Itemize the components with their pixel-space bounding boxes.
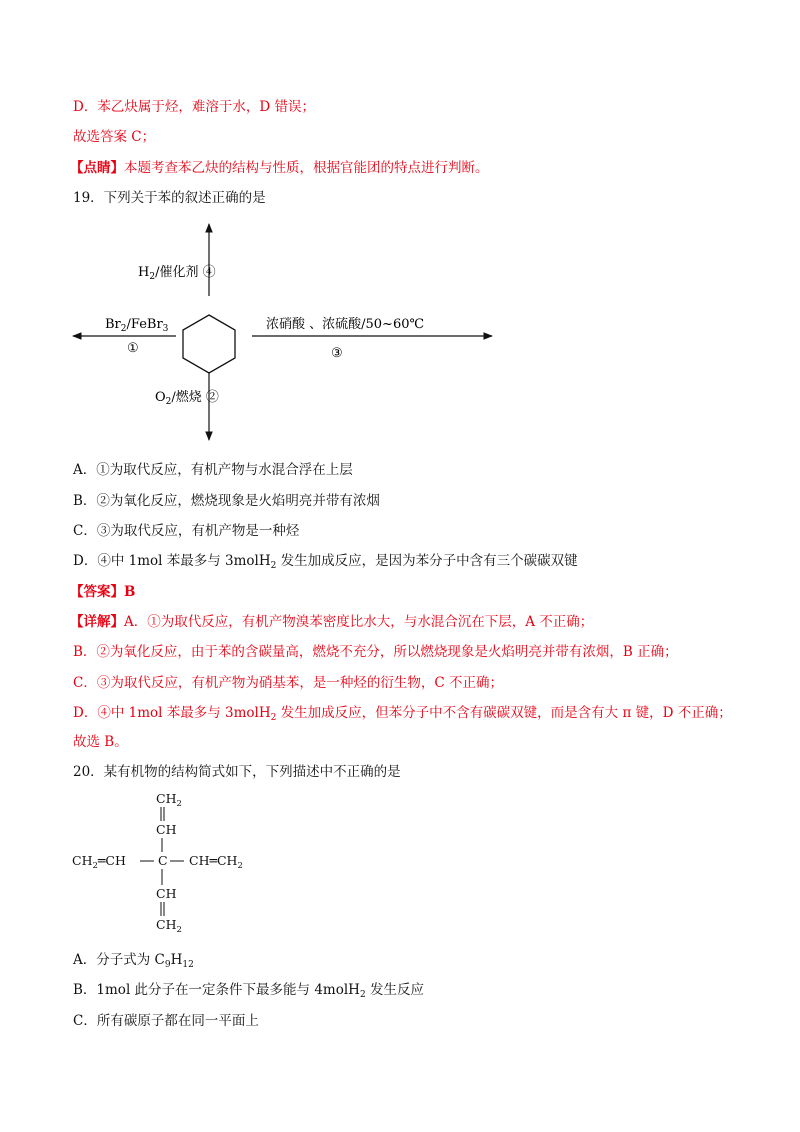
q20-option-b: B．1mol 此分子在一定条件下最多能与 4molH$_2$ 发生反应 xyxy=(73,982,424,1000)
top-ch2: $CH_2$ xyxy=(156,791,182,809)
q19-stem: 19．下列关于苯的叙述正确的是 xyxy=(73,190,266,206)
bottom-ch2: $CH_2$ xyxy=(156,917,182,935)
q20-option-a: A．分子式为 $C_9H_{12}$ xyxy=(73,952,194,970)
q20-option-c: C．所有碳原子都在同一平面上 xyxy=(73,1013,259,1029)
left-ch2: $CH_2═CH$ xyxy=(72,853,126,871)
q20-stem: 20．某有机物的结构简式如下，下列描述中不正确的是 xyxy=(73,764,401,780)
q19-conclusion: 故选 B。 xyxy=(73,734,128,750)
comment-label: 【点睛】 xyxy=(70,160,124,176)
comment-text: 本题考查苯乙炔的结构与性质，根据官能团的特点进行判断。 xyxy=(124,160,489,176)
prev-answer-line: 故选答案 C； xyxy=(73,129,156,145)
q19-detail-a: 【详解】A．①为取代反应，有机产物溴苯密度比水大，与水混合沉在下层，A 不正确； xyxy=(70,614,594,630)
q19-option-a: A．①为取代反应，有机产物与水混合浮在上层 xyxy=(73,462,353,478)
bottom-ch: CH xyxy=(156,886,177,901)
center-carbon: C xyxy=(158,853,168,868)
q19-option-c: C．③为取代反应，有机产物是一种烃 xyxy=(73,523,300,539)
q19-option-b: B．②为氧化反应，燃烧现象是火焰明亮并带有浓烟 xyxy=(73,493,380,509)
reaction-1-number: ① xyxy=(127,341,139,356)
right-ch: $CH═CH_2$ xyxy=(189,853,243,871)
reagent-2-label: $O_2/$燃烧 ② xyxy=(155,390,219,407)
prev-option-d: D．苯乙炔属于烃，难溶于水，D 错误； xyxy=(73,99,315,115)
top-ch: CH xyxy=(156,822,177,837)
q19-detail-b: B．②为氧化反应，由于苯的含碳量高，燃烧不充分，所以燃烧现象是火焰明亮并带有浓烟，B 正确； xyxy=(73,644,678,660)
reagent-3-label: 浓硝酸 、浓硫酸/50~60℃ xyxy=(266,317,425,332)
reagent-4-label: $H_2/$催化剂 ④ xyxy=(138,265,216,282)
reaction-3-number: ③ xyxy=(331,346,343,361)
q19-detail-d: D．④中 1mol 苯最多与 3molH$_2$ 发生加成反应，但苯分子中不含有碳碳双键，而是含有大 π 键，D 不正确； xyxy=(73,705,732,723)
q19-answer: 【答案】B xyxy=(70,584,136,600)
reagent-1-label: $Br_2/FeBr_3$ xyxy=(105,317,169,334)
q19-option-d: D．④中 1mol 苯最多与 3molH$_2$ 发生加成反应，是因为苯分子中含有三个碳碳双键 xyxy=(73,553,578,571)
q19-detail-c: C．③为取代反应，有机产物为硝基苯，是一种烃的衍生物，C 不正确； xyxy=(73,675,503,691)
